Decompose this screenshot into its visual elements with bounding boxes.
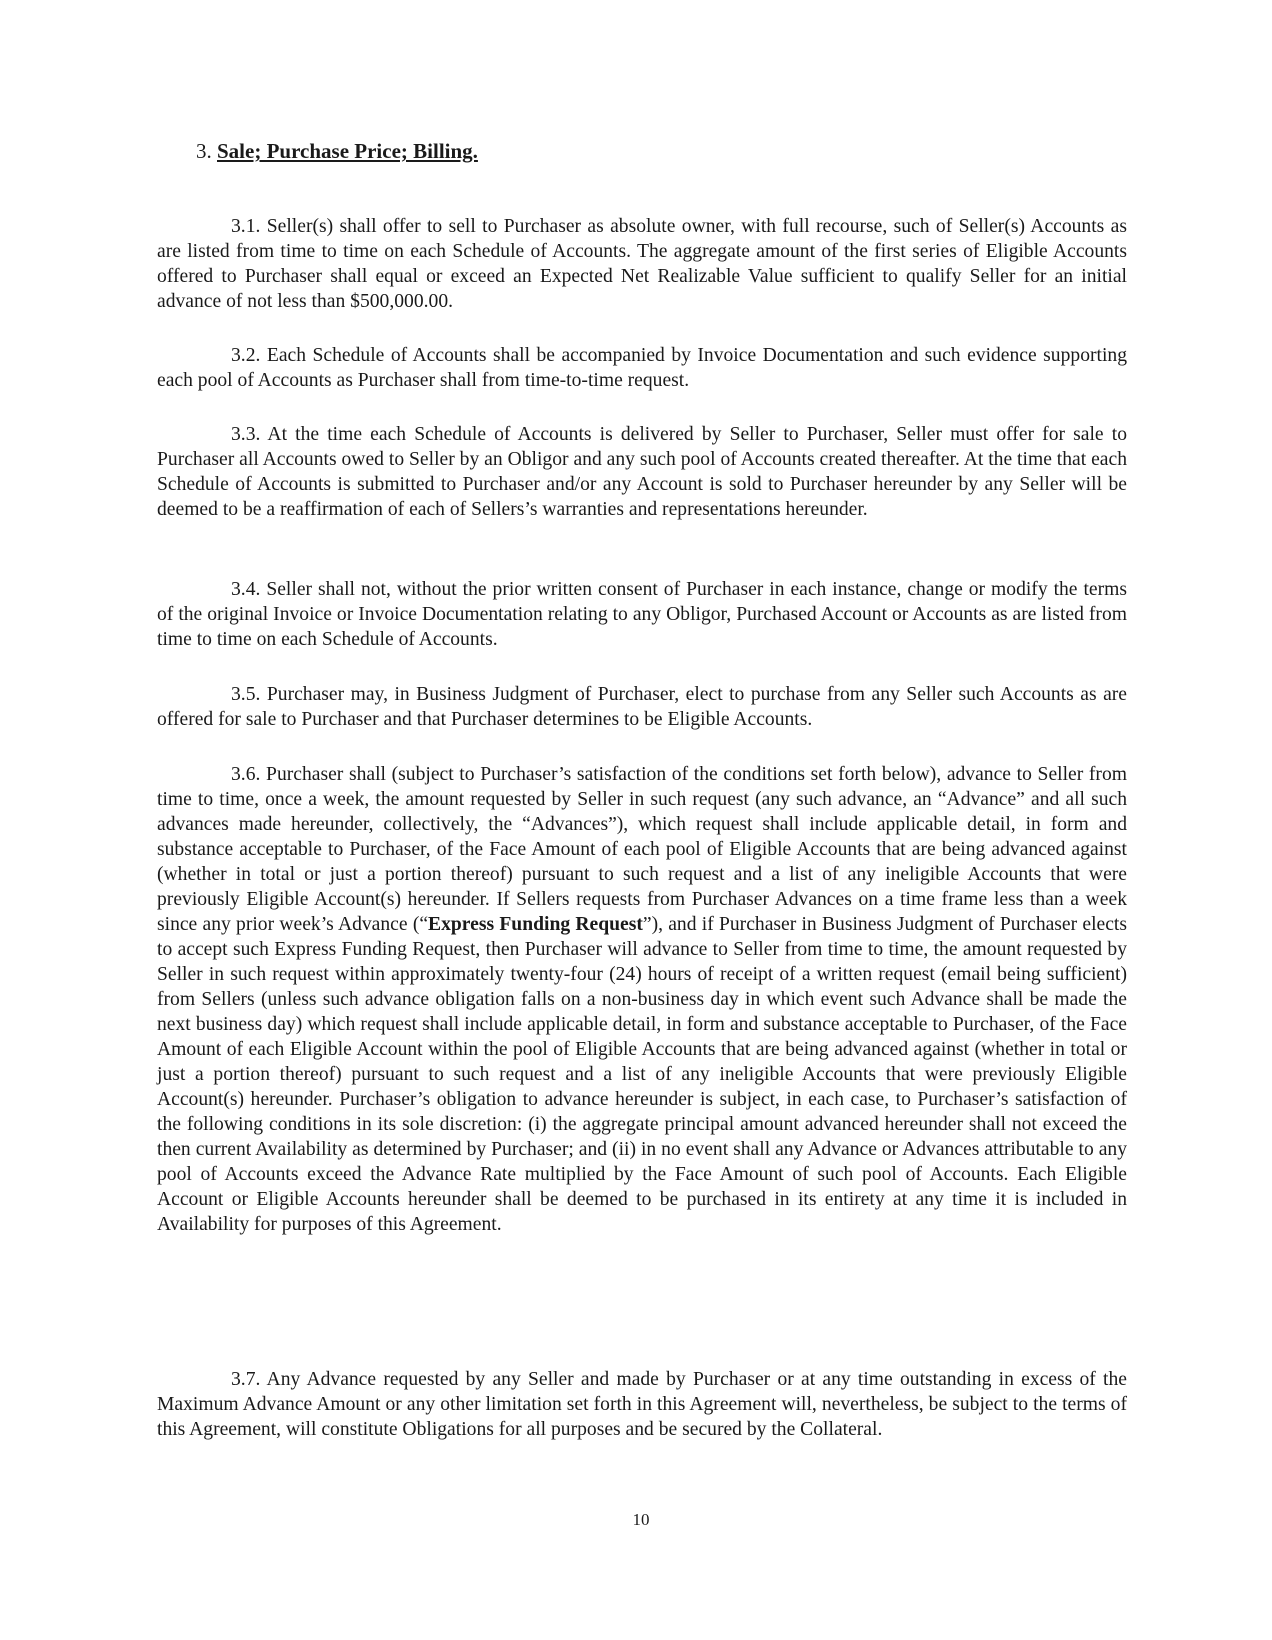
paragraph-3-6-text-start: 3.6. Purchaser shall (subject to Purchaser’s satisfaction of the conditions set forth below), advance to Seller from time to time, once a week, the amount requested by Seller in such request (any such advance, an “Advance” and all such advances made hereunder, collectively, the “Advances”), which request shall include applicable detail, in form and substance acceptable to Purchaser, of the Face Amount of each pool of Eligible Accounts that are being advanced against (whether in total or just a portion thereof) pursuant to such request and a list of any ineligible Accounts that were previously Eligible Account(s) hereunder. If Sellers requests from Purchaser Advances on a time frame less than a week since any prior week’s Advance (“ [157,764,1127,935]
paragraph-3-1: 3.1. Seller(s) shall offer to sell to Purchaser as absolute owner, with full recourse, such of Seller(s) Accounts as are listed from time to time on each Schedule of Accounts. The aggregate amount of the first series of Eligible Accounts offered to Purchaser shall equal or exceed an Expected Net Realizable Value sufficient to qualify Seller for an initial advance of not less than $500,000.00. [157,216,1127,312]
paragraph-3-2: 3.2. Each Schedule of Accounts shall be accompanied by Invoice Documentation and such evidence supporting each pool of Accounts as Purchaser shall from time-to-time request. [157,345,1127,391]
paragraph-3-6 [157,762,1127,1237]
page-number: 10 [632,1510,650,1529]
paragraph-3-6-text-end: ”), and if Purchaser in Business Judgment of Purchaser elects to accept such Express Funding Request, then Purchaser will advance to Seller from time to time, the amount requested by Seller in such request within approximately twenty-four (24) hours of receipt of a written request (email being sufficient) from Sellers (unless such advance obligation falls on a non-business day in which event such Advance shall be made the next business day) which request shall include applicable detail, in form and substance acceptable to Purchaser, of the Face Amount of each Eligible Account within the pool of Eligible Accounts that are being advanced against (whether in total or just a portion thereof) pursuant to such request and a list of any ineligible Accounts that were previously Eligible Account(s) hereunder. Purchaser’s obligation to advance hereunder is subject, in each case, to Purchaser’s satisfaction of the following conditions in its sole discretion: (i) the aggregate principal amount advanced hereunder shall not exceed the then current Availability as determined by Purchaser; and (ii) in no event shall any Advance or Advances attributable to any pool of Accounts exceed the Advance Rate multiplied by the Face Amount of such pool of Accounts. Each Eligible Account or Eligible Accounts hereunder shall be deemed to be purchased in its entirety at any time it is included in Availability for purposes of this Agreement. [157,914,1127,1235]
section-number: 3. [196,139,212,163]
express-funding-request-term: Express Funding Request [428,914,643,935]
section-title: Sale; Purchase Price; Billing. [217,139,478,163]
paragraph-3-7: 3.7. Any Advance requested by any Seller and made by Purchaser or at any time outstanding in excess of the Maximum Advance Amount or any other limitation set forth in this Agreement will, nevertheless, be subject to the terms of this Agreement, will constitute Obligations for all purposes and be secured by the Collateral. [157,1369,1127,1440]
paragraph-3-3: 3.3. At the time each Schedule of Accounts is delivered by Seller to Purchaser, Seller must offer for sale to Purchaser all Accounts owed to Seller by an Obligor and any such pool of Accounts created thereafter. At the time that each Schedule of Accounts is submitted to Purchaser and/or any Account is sold to Purchaser hereunder by any Seller will be deemed to be a reaffirmation of each of Sellers’s warranties and representations hereunder. [157,424,1127,520]
paragraph-3-4: 3.4. Seller shall not, without the prior written consent of Purchaser in each instance, change or modify the terms of the original Invoice or Invoice Documentation relating to any Obligor, Purchased Account or Accounts as are listed from time to time on each Schedule of Accounts. [157,579,1127,650]
paragraph-3-5: 3.5. Purchaser may, in Business Judgment of Purchaser, elect to purchase from any Seller such Accounts as are offered for sale to Purchaser and that Purchaser determines to be Eligible Accounts. [157,684,1127,730]
section-heading [196,138,478,164]
